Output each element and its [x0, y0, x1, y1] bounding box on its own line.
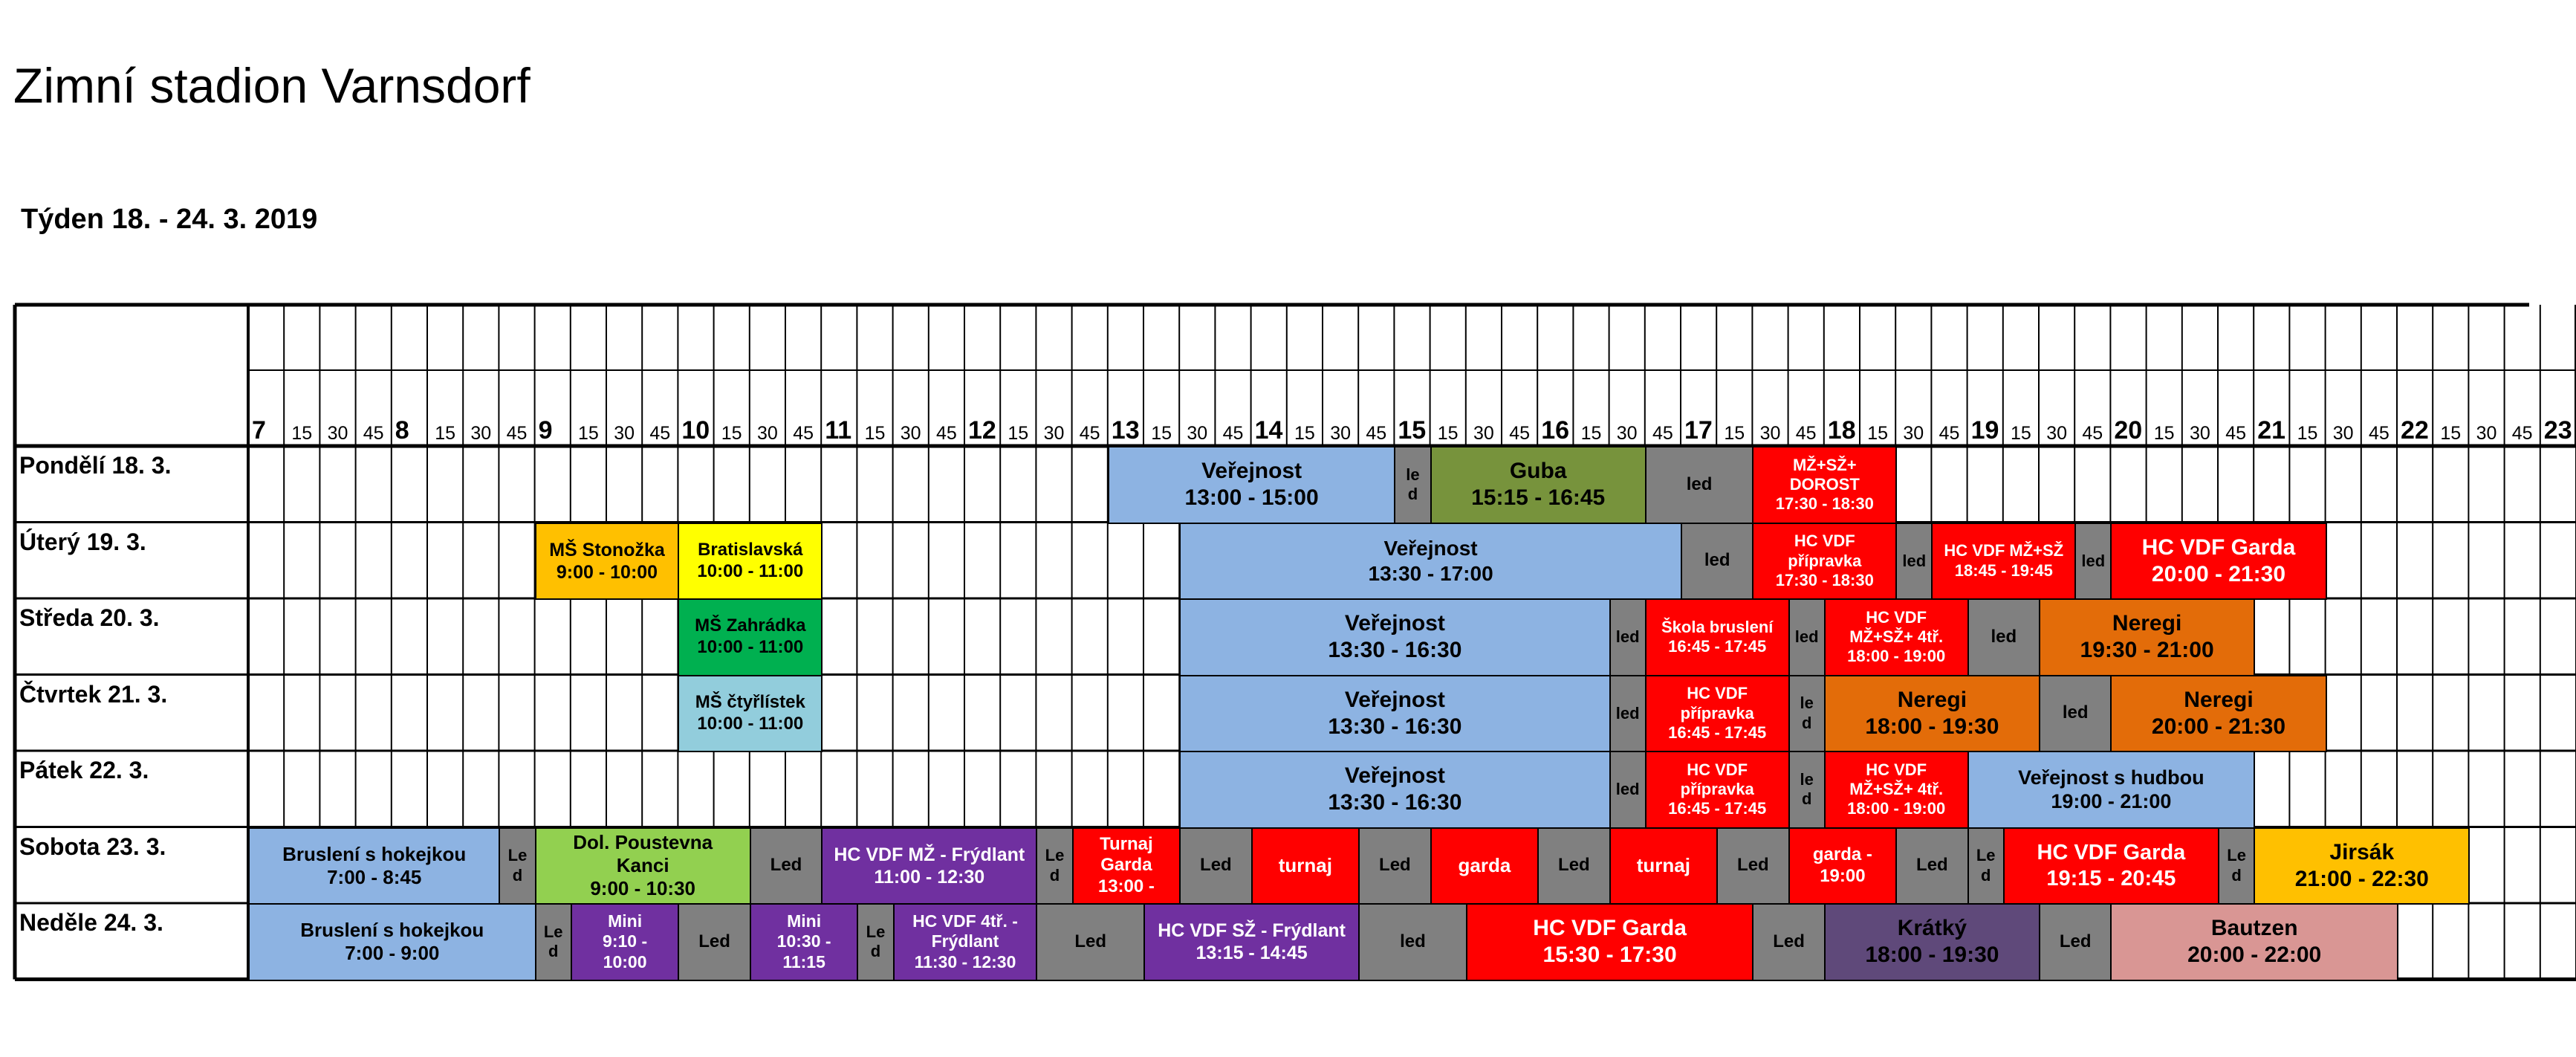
minute-label: 15 — [1294, 423, 1315, 444]
event-text: Guba 15:15 - 16:45 — [1471, 459, 1606, 511]
event-text: HC VDF přípravka 16:45 - 17:45 — [1668, 760, 1767, 818]
event-text: Led — [1074, 931, 1107, 951]
event-block[interactable] — [1179, 827, 1252, 905]
hour-label: 22 — [2401, 416, 2429, 445]
event-block[interactable] — [1609, 751, 1647, 829]
minute-label: 45 — [935, 423, 957, 444]
minute-label: 15 — [2440, 423, 2462, 444]
hour-label: 21 — [2257, 416, 2286, 445]
event-text: Škola bruslení 16:45 - 17:45 — [1661, 617, 1774, 656]
event-text: Neregi 20:00 - 21:30 — [2151, 687, 2286, 739]
event-text: Dol. Poustevna Kanci 9:00 - 10:30 — [573, 830, 713, 900]
minute-label: 45 — [2511, 423, 2533, 444]
minute-label: 15 — [1151, 423, 1172, 444]
hour-label: 10 — [681, 416, 710, 445]
event-text: Led — [770, 855, 802, 876]
minute-label: 30 — [1616, 423, 1638, 444]
minute-label: 45 — [1366, 423, 1387, 444]
hour-label: 18 — [1827, 416, 1856, 445]
event-block[interactable] — [1681, 523, 1753, 601]
event-text: le d — [1800, 769, 1814, 809]
event-text: MŽ+SŽ+ DOROST 17:30 - 18:30 — [1775, 455, 1874, 514]
event-block[interactable] — [2110, 675, 2326, 753]
event-text: garda — [1458, 854, 1511, 877]
event-block[interactable] — [1645, 675, 1790, 753]
event-block[interactable] — [1609, 598, 1647, 676]
event-block[interactable] — [1358, 827, 1431, 905]
event-text: HC VDF přípravka 16:45 - 17:45 — [1668, 684, 1767, 742]
event-block[interactable] — [1895, 827, 1968, 905]
hour-label: 13 — [1111, 416, 1140, 445]
event-text: Le d — [507, 846, 528, 885]
minute-label: 15 — [1580, 423, 1602, 444]
event-text: HC VDF MŽ+SŽ+ 4tř. 18:00 - 19:00 — [1847, 607, 1946, 666]
event-block[interactable] — [1824, 903, 2040, 981]
event-block[interactable] — [750, 903, 859, 981]
event-text: Led — [1773, 931, 1805, 951]
minute-label: 45 — [2082, 423, 2103, 444]
event-text: turnaj — [1278, 854, 1332, 877]
event-block[interactable] — [1143, 903, 1360, 981]
event-block[interactable] — [248, 827, 500, 905]
minute-label: 45 — [793, 423, 814, 444]
event-block[interactable] — [1430, 827, 1540, 905]
event-text: Led — [1737, 855, 1769, 876]
hour-label: 20 — [2114, 416, 2143, 445]
event-text: Led — [1200, 855, 1232, 876]
minute-label: 45 — [363, 423, 384, 444]
event-text: Krátký 18:00 - 19:30 — [1865, 916, 1999, 968]
minute-label: 30 — [1330, 423, 1351, 444]
event-text: led — [1615, 780, 1640, 799]
minute-label: 45 — [1509, 423, 1530, 444]
minute-label: 15 — [435, 423, 455, 444]
event-text: led — [1991, 626, 2017, 647]
event-block[interactable] — [2254, 827, 2470, 905]
event-text: led — [1615, 703, 1640, 723]
day-label: Pátek 22. 3. — [19, 757, 149, 783]
hour-label: 19 — [1970, 416, 1999, 445]
minute-label: 45 — [1079, 423, 1100, 444]
hour-label: 17 — [1684, 416, 1713, 445]
event-text: HC VDF 4tř. - Frýdlant 11:30 - 12:30 — [912, 911, 1018, 972]
event-block[interactable] — [1824, 751, 1969, 829]
event-text: Le d — [2227, 846, 2246, 885]
minute-label: 15 — [864, 423, 886, 444]
event-block[interactable] — [1072, 827, 1181, 905]
event-text: turnaj — [1636, 854, 1690, 877]
minute-label: 45 — [2368, 423, 2390, 444]
event-text: HC VDF MŽ - Frýdlant 11:00 - 12:30 — [834, 844, 1025, 888]
hour-label: 8 — [395, 416, 409, 445]
event-block[interactable] — [1179, 523, 1682, 601]
event-block[interactable] — [1394, 446, 1431, 524]
event-text: Le d — [543, 922, 563, 961]
minute-label: 30 — [900, 423, 921, 444]
event-block[interactable] — [1358, 903, 1467, 981]
minute-label: 15 — [2297, 423, 2318, 444]
event-block[interactable] — [678, 675, 823, 753]
minute-label: 45 — [1652, 423, 1673, 444]
event-block[interactable] — [2039, 675, 2112, 753]
minute-label: 45 — [1939, 423, 1960, 444]
minute-label: 45 — [1795, 423, 1817, 444]
event-text: Veřejnost 13:30 - 16:30 — [1328, 611, 1462, 663]
minute-label: 30 — [614, 423, 635, 444]
day-label: Čtvrtek 21. 3. — [19, 680, 168, 708]
minute-label: 15 — [2153, 423, 2175, 444]
event-block[interactable] — [1716, 827, 1789, 905]
event-text: MŠ čtyřlístek 10:00 - 11:00 — [695, 691, 805, 734]
event-block[interactable] — [2039, 903, 2112, 981]
event-block[interactable] — [1036, 903, 1145, 981]
minute-label: 15 — [2010, 423, 2031, 444]
day-label: Úterý 19. 3. — [19, 528, 146, 555]
minute-label: 30 — [1043, 423, 1065, 444]
minute-label: 30 — [2189, 423, 2210, 444]
event-block[interactable] — [1824, 675, 2040, 753]
day-label: Neděle 24. 3. — [19, 909, 163, 936]
minute-label: 45 — [1222, 423, 1244, 444]
event-block[interactable] — [2218, 827, 2255, 905]
event-text: led — [1902, 551, 1927, 570]
event-block[interactable] — [1645, 751, 1790, 829]
event-block[interactable] — [1645, 446, 1754, 524]
event-text: Veřejnost 13:30 - 16:30 — [1328, 763, 1462, 815]
event-block[interactable] — [1895, 523, 1933, 601]
event-block[interactable] — [535, 827, 751, 905]
event-text: Mini 10:30 - 11:15 — [776, 911, 831, 972]
event-block[interactable] — [1036, 827, 1073, 905]
event-block[interactable] — [678, 598, 823, 676]
event-text: garda - 19:00 — [1812, 844, 1872, 886]
event-text: HC VDF Garda 19:15 - 20:45 — [2037, 840, 2186, 890]
event-text: Neregi 19:30 - 21:00 — [2080, 611, 2214, 663]
event-block[interactable] — [678, 903, 750, 981]
hour-label: 7 — [252, 416, 266, 445]
event-text: Turnaj Garda 13:00 - — [1097, 833, 1155, 897]
event-text: Veřejnost 13:30 - 17:00 — [1368, 537, 1493, 585]
minute-label: 30 — [756, 423, 778, 444]
event-text: Jirsák 21:00 - 22:30 — [2294, 839, 2429, 891]
event-text: MŠ Zahrádka 10:00 - 11:00 — [695, 615, 806, 658]
event-block[interactable] — [248, 903, 536, 981]
minute-label: 30 — [1903, 423, 1924, 444]
event-block[interactable] — [678, 523, 823, 601]
hour-label: 9 — [538, 416, 553, 445]
event-text: le d — [1406, 465, 1420, 504]
event-block[interactable] — [1752, 903, 1825, 981]
event-block[interactable] — [2074, 523, 2112, 601]
hour-label: 14 — [1254, 416, 1283, 445]
day-label: Sobota 23. 3. — [19, 833, 166, 860]
event-block[interactable] — [1752, 523, 1897, 601]
minute-label: 30 — [2476, 423, 2497, 444]
event-text: HC VDF MŽ+SŽ+ 4tř. 18:00 - 19:00 — [1847, 760, 1946, 818]
week-label: Týden 18. - 24. 3. 2019 — [21, 204, 318, 235]
event-text: Bratislavská 10:00 - 11:00 — [697, 539, 804, 581]
event-text: led — [1400, 931, 1426, 951]
day-label: Středa 20. 3. — [19, 604, 160, 631]
event-text: led — [1686, 473, 1713, 494]
event-text: Led — [698, 931, 730, 951]
event-text: Bautzen 20:00 - 22:00 — [2187, 916, 2322, 968]
event-block[interactable] — [2110, 903, 2398, 981]
event-text: Bruslení s hokejkou 7:00 - 9:00 — [300, 919, 484, 965]
hour-label: 15 — [1398, 416, 1427, 445]
event-text: Bruslení s hokejkou 7:00 - 8:45 — [282, 842, 467, 888]
event-text: Le d — [1045, 846, 1065, 885]
event-block[interactable] — [535, 523, 680, 601]
event-block[interactable] — [1788, 675, 1826, 753]
event-text: Led — [1916, 855, 1948, 876]
event-block[interactable] — [1967, 751, 2256, 829]
event-text: Veřejnost 13:00 - 15:00 — [1184, 459, 1319, 511]
minute-label: 30 — [2332, 423, 2354, 444]
event-block[interactable] — [1788, 751, 1826, 829]
minute-label: 45 — [649, 423, 671, 444]
event-text: HC VDF MŽ+SŽ 18:45 - 19:45 — [1944, 541, 2064, 580]
minute-label: 15 — [1867, 423, 1888, 444]
minute-label: 15 — [577, 423, 599, 444]
event-text: Veřejnost 13:30 - 16:30 — [1328, 687, 1462, 739]
event-text: Led — [1558, 855, 1590, 876]
page-title: Zimní stadion Varnsdorf — [13, 58, 531, 113]
event-block[interactable] — [1430, 446, 1647, 524]
event-text: HC VDF Garda 20:00 - 21:30 — [2141, 534, 2296, 586]
event-block[interactable] — [1251, 827, 1360, 905]
event-text: le d — [1800, 694, 1814, 732]
event-text: Le d — [866, 922, 886, 961]
event-text: led — [1704, 550, 1730, 571]
event-block[interactable] — [1537, 827, 1610, 905]
minute-label: 15 — [721, 423, 742, 444]
hour-label: 11 — [825, 416, 852, 445]
event-text: Veřejnost s hudbou 19:00 - 21:00 — [2018, 766, 2204, 813]
event-block[interactable] — [571, 903, 680, 981]
event-block[interactable] — [535, 903, 572, 981]
event-block[interactable] — [1788, 598, 1826, 676]
minute-label: 30 — [327, 423, 348, 444]
minute-label: 15 — [291, 423, 313, 444]
event-block[interactable] — [2003, 827, 2219, 905]
event-block[interactable] — [1108, 446, 1396, 524]
minute-label: 15 — [1008, 423, 1029, 444]
minute-label: 30 — [1759, 423, 1781, 444]
event-text: Le d — [1976, 846, 1996, 885]
event-block[interactable] — [1179, 598, 1610, 676]
event-text: HC VDF Garda 15:30 - 17:30 — [1533, 916, 1687, 968]
event-block[interactable] — [1179, 751, 1610, 829]
minute-label: 45 — [2225, 423, 2246, 444]
event-block[interactable] — [1931, 523, 2076, 601]
minute-label: 30 — [470, 423, 492, 444]
event-text: HC VDF přípravka 17:30 - 18:30 — [1775, 531, 1874, 589]
minute-label: 30 — [1187, 423, 1208, 444]
event-block[interactable] — [893, 903, 1038, 981]
event-block[interactable] — [1609, 675, 1647, 753]
event-block[interactable] — [1179, 675, 1610, 753]
event-text: led — [1794, 627, 1819, 647]
event-block[interactable] — [1967, 598, 2040, 676]
event-block[interactable] — [1788, 827, 1898, 905]
event-text: led — [1615, 627, 1640, 647]
event-text: Led — [1379, 855, 1411, 876]
event-block[interactable] — [499, 827, 536, 905]
minute-label: 15 — [1724, 423, 1745, 444]
event-block[interactable] — [750, 827, 823, 905]
minute-label: 30 — [2046, 423, 2067, 444]
event-text: led — [2062, 702, 2089, 723]
minute-label: 15 — [1437, 423, 1459, 444]
event-block[interactable] — [1752, 446, 1897, 524]
hour-label: 12 — [968, 416, 996, 445]
event-text: Neregi 18:00 - 19:30 — [1865, 687, 1999, 739]
event-block[interactable] — [1466, 903, 1754, 981]
event-block[interactable] — [2110, 523, 2326, 601]
event-text: led — [2081, 551, 2106, 570]
event-text: HC VDF SŽ - Frýdlant 13:15 - 14:45 — [1158, 920, 1346, 964]
event-block[interactable] — [1609, 827, 1719, 905]
minute-label: 45 — [506, 423, 528, 444]
event-text: MŠ Stonožka 9:00 - 10:00 — [549, 539, 665, 583]
event-text: Mini 9:10 - 10:00 — [603, 911, 648, 972]
event-block[interactable] — [1967, 827, 2005, 905]
day-label: Pondělí 18. 3. — [19, 452, 172, 479]
minute-label: 30 — [1473, 423, 1494, 444]
event-block[interactable] — [821, 827, 1037, 905]
event-text: Led — [2059, 931, 2092, 951]
hour-label: 16 — [1541, 416, 1570, 445]
hour-label: 23 — [2543, 416, 2572, 445]
event-block[interactable] — [2039, 598, 2255, 676]
event-block[interactable] — [1645, 598, 1790, 676]
event-block[interactable] — [1824, 598, 1969, 676]
event-block[interactable] — [857, 903, 894, 981]
